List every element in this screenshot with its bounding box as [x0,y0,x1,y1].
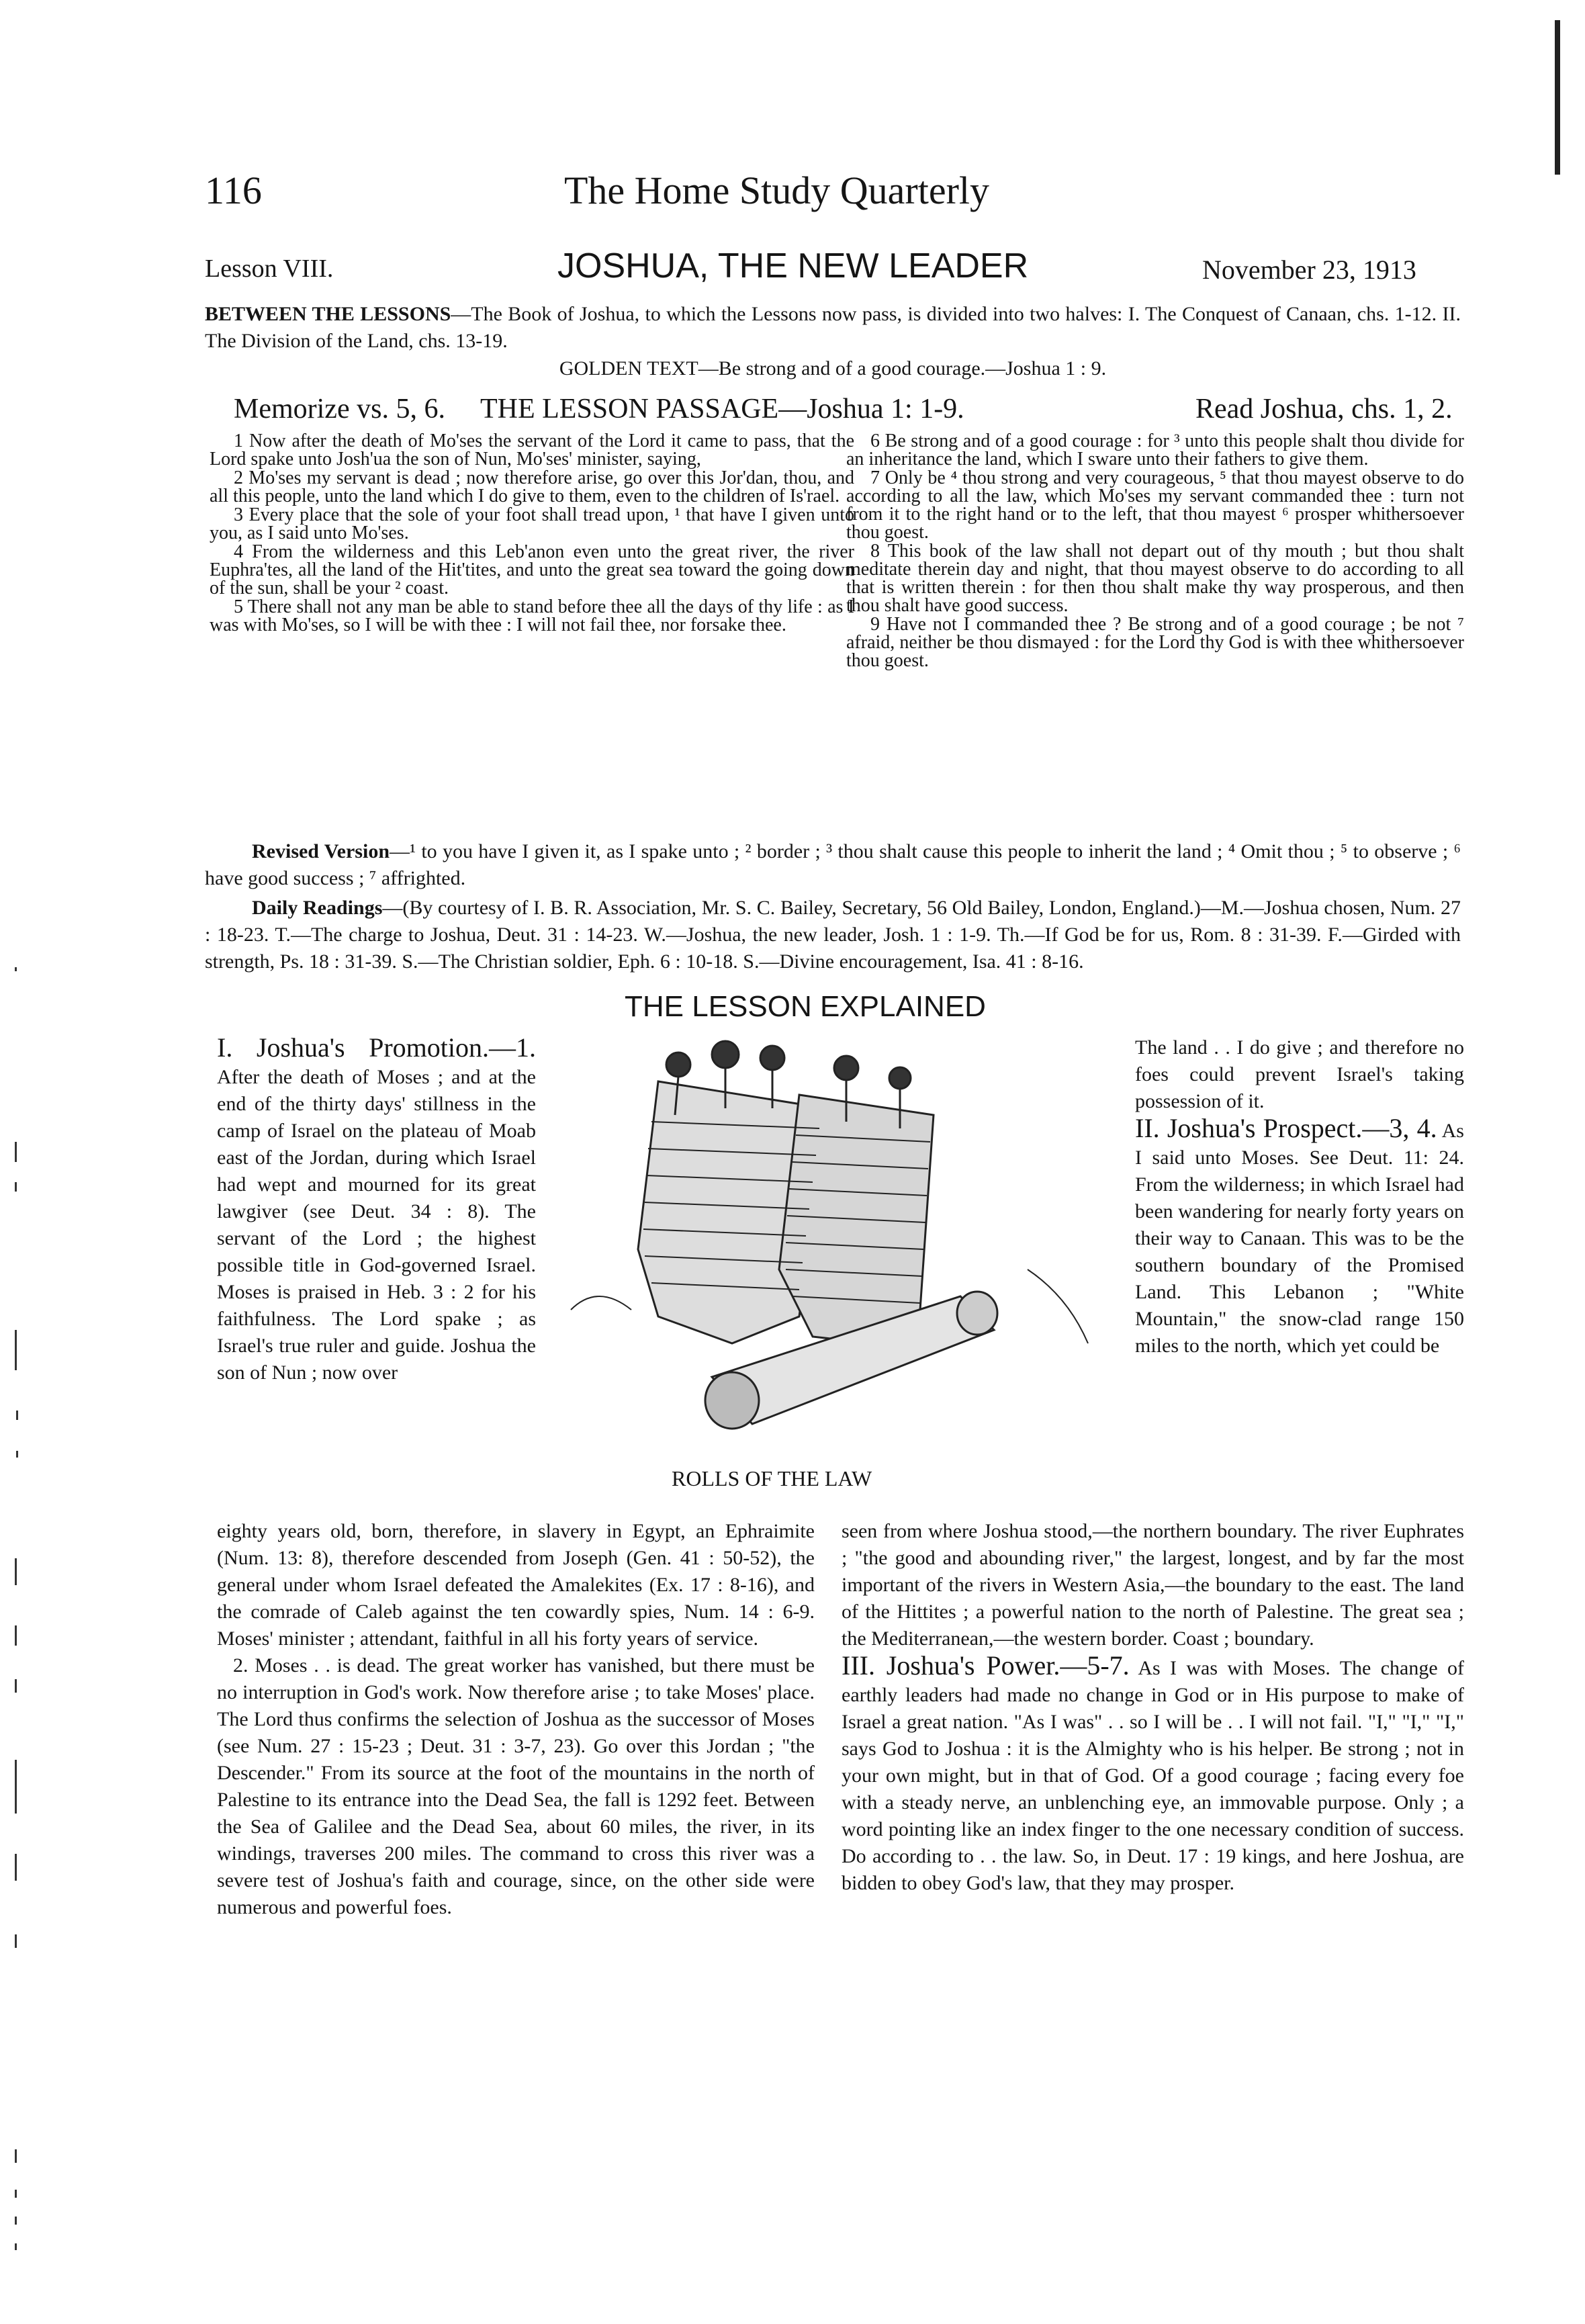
verse-1: 1 Now after the death of Mo'ses the servant of the Lord it came to pass, that the Lord spake unto Josh'ua the son of Nun, Mo'ses' minister, saying, [210,431,854,470]
explanation-right-wide [842,1518,1464,1897]
figure-caption: ROLLS OF THE LAW [672,1466,872,1490]
left-wide-text: eighty years old, born, therefore, in slavery in Egypt, an Ephraimite (Num. 13: 8), therefore descended from Joseph (Gen. 41 : 50-52), the general under whom Israel defeated the Amalekites (Ex. 17 : 8-16), and the comrade of Caleb against the ten cowardly spies, Num. 14 : 6-9. Moses' minister ; attendant, faithful in all his forty years of service. [217,1520,815,1650]
explanation-left-wide [217,1518,815,1921]
lesson-title: JOSHUA, THE NEW LEADER [557,247,1029,285]
between-text: —The Book of Joshua, to which the Lessons now pass, is divided into two halves: I. The Conquest of Canaan, chs. 1-12. II. The Division of the Land, chs. 13-19. [205,303,1461,352]
lesson-passage-heading: THE LESSON PASSAGE—Joshua 1: 1-9. [480,394,964,424]
revised-version-label: Revised Version [252,840,390,862]
verse-8: 8 This book of the law shall not depart out of thy mouth ; but thou shalt meditate therein day and night, that thou mayest observe to do according to all that is written therein : for then thou shalt make thy way prosperous, and then thou shalt have good success. [846,541,1464,616]
between-the-lessons [205,301,1461,355]
rolls-of-the-law-illustration [557,1028,1108,1471]
explanation-left-narrow [217,1034,536,1386]
lesson-explained-heading: THE LESSON EXPLAINED [625,990,986,1023]
section-1-heading: I. Joshua's Promotion.—1. [217,1032,536,1063]
lesson-number: Lesson VIII. [205,255,334,283]
read-reference: Read Joshua, chs. 1, 2. [1195,394,1453,424]
golden-text: GOLDEN TEXT—Be strong and of a good courage.—Joshua 1 : 9. [559,357,1107,379]
daily-readings-label: Daily Readings [252,897,383,919]
section-2-text: As I said unto Moses. See Deut. 11: 24. From the wilderness; in which Israel had been wandering for nearly forty years on their way to Canaan. This was to be the southern boundary of the Promised Land. This Lebanon ; "White Mountain," the snow-clad range 150 miles to the north, which yet could be [1135,1120,1464,1357]
revised-version-note [205,838,1461,892]
left-wide-text-2: 2. Moses . . is dead. The great worker has vanished, but there must be no interruption in God's work. Now therefore arise ; to take Moses' place. The Lord thus confirms the selection of Joshua as the successor of Moses (see Num. 27 : 15-23 ; Deut. 31 : 3-7, 23). Go over this Jordan ; "the Descender." From its source at the foot of the mountains in the north of Palestine to its entrance into the Dead Sea, the fall is 1292 feet. Between the Sea of Galilee and the Dead Sea, about 60 miles, the river, in its windings, traverses 200 miles. The command to cross this river was a severe test of Joshua's faith and courage, since, on the other side were numerous and powerful foes. [217,1654,815,1918]
memorize-verses: Memorize vs. 5, 6. [234,394,445,424]
margin-specks [0,0,67,2324]
right-wide-text: seen from where Joshua stood,—the northern boundary. The river Euphrates ; "the good and abounding river," the largest, longest, and by far the most important of the rivers in Western Asia,—the boundary to the east. The land of the Hittites ; a powerful nation to the north of Palestine. The great sea ; the Mediterranean,—the western border. Coast ; boundary. [842,1520,1464,1650]
verse-7: 7 Only be ⁴ thou strong and very courageous, ⁵ that thou mayest observe to do according to all the law, which Mo'ses my servant commanded thee : turn not from it to the right hand or to the left, that thou mayest ⁶ prosper whithersoever thou goest. [846,467,1464,543]
section-2-heading: II. Joshua's Prospect.—3, 4. [1135,1113,1437,1143]
verse-4: 4 From the wilderness and this Leb'anon even unto the great river, the river Euphra'tes, all the land of the Hit'tites, and unto the great sea toward the going down of the sun, shall be your ² coast. [210,541,854,598]
revised-version-text: —¹ to you have I given it, as I spake unto ; ² border ; ³ thou shalt cause this people to inherit the land ; ⁴ Omit thou ; ⁵ to observe ; ⁶ have good success ; ⁷ affrighted. [205,840,1461,889]
section-1-text: After the death of Moses ; and at the end of the thirty days' stillness in the camp of Israel on the plateau of Moab east of the Jordan, during which Israel had wept and mourned for its great lawgiver (see Deut. 34 : 8). The servant of the Lord ; the highest possible title in God-governed Israel. Moses is praised in Heb. 3 : 2 for his faithfulness. The Lord spake ; as Israel's true ruler and guide. Joshua the son of Nun ; now over [217,1066,536,1384]
explanation-right-narrow [1135,1034,1464,1359]
lesson-date: November 23, 1913 [1202,255,1416,285]
verse-5: 5 There shall not any man be able to stand before thee all the days of thy life : as I was with Mo'ses, so I will be with thee : I will not fail thee, nor forsake thee. [210,596,854,635]
section-3-text: As I was with Moses. The change of earthly leaders had made no change in God or in His purpose to make of Israel a great nation. "As I was" . . so I will be . . I will not fail. "I," "I," "I," says God to Joshua : it is the Almighty who is his helper. Be strong ; not in your own might, but in that of God. Of a good courage ; facing every foe with a steady nerve, an unblenching eye, an immovable purpose. Only ; a word pointing like an index finger to the one necessary condition of success. Do according to . . the law. So, in Deut. 17 : 19 kings, and here Joshua, are bidden to obey God's law, that they may prosper. [842,1657,1464,1894]
running-title: The Home Study Quarterly [564,169,990,212]
verses-right-column [846,432,1464,670]
verses-left-column [210,432,854,635]
page-number: 116 [205,169,262,212]
verse-6: 6 Be strong and of a good courage : for ³ unto this people shalt thou divide for an inheritance the land, which I sware unto their fathers to give them. [846,431,1464,470]
daily-readings-text: —(By courtesy of I. B. R. Association, Mr. S. C. Bailey, Secretary, 56 Old Bailey, London, England.)—M.—Joshua chosen, Num. 27 : 18-23. T.—The charge to Joshua, Deut. 31 : 14-23. W.—Joshua, the new leader, Josh. 1 : 1-9. Th.—If God be for us, Rom. 8 : 31-39. F.—Girded with strength, Ps. 18 : 31-39. S.—The Christian soldier, Eph. 6 : 10-18. S.—Divine encouragement, Isa. 41 : 8-16. [205,897,1461,973]
section-3-heading: III. Joshua's Power.—5-7. [842,1650,1130,1681]
daily-readings [205,895,1461,975]
verse-3: 3 Every place that the sole of your foot shall tread upon, ¹ that have I given unto you, as I said unto Mo'ses. [210,504,854,543]
verse-2: 2 Mo'ses my servant is dead ; now therefore arise, go over this Jor'dan, thou, and all this people, unto the land which I do give to them, even to the children of Is'rael. [210,467,854,506]
between-label: BETWEEN THE LESSONS [205,303,451,325]
scan-edge [1555,20,1560,175]
verse-9: 9 Have not I commanded thee ? Be strong and of a good courage ; be not ⁷ afraid, neither be thou dismayed : for the Lord thy God is with thee whithersoever thou goest. [846,614,1464,671]
right-narrow-text: The land . . I do give ; and therefore no foes could prevent Israel's taking possession of it. [1135,1036,1464,1112]
